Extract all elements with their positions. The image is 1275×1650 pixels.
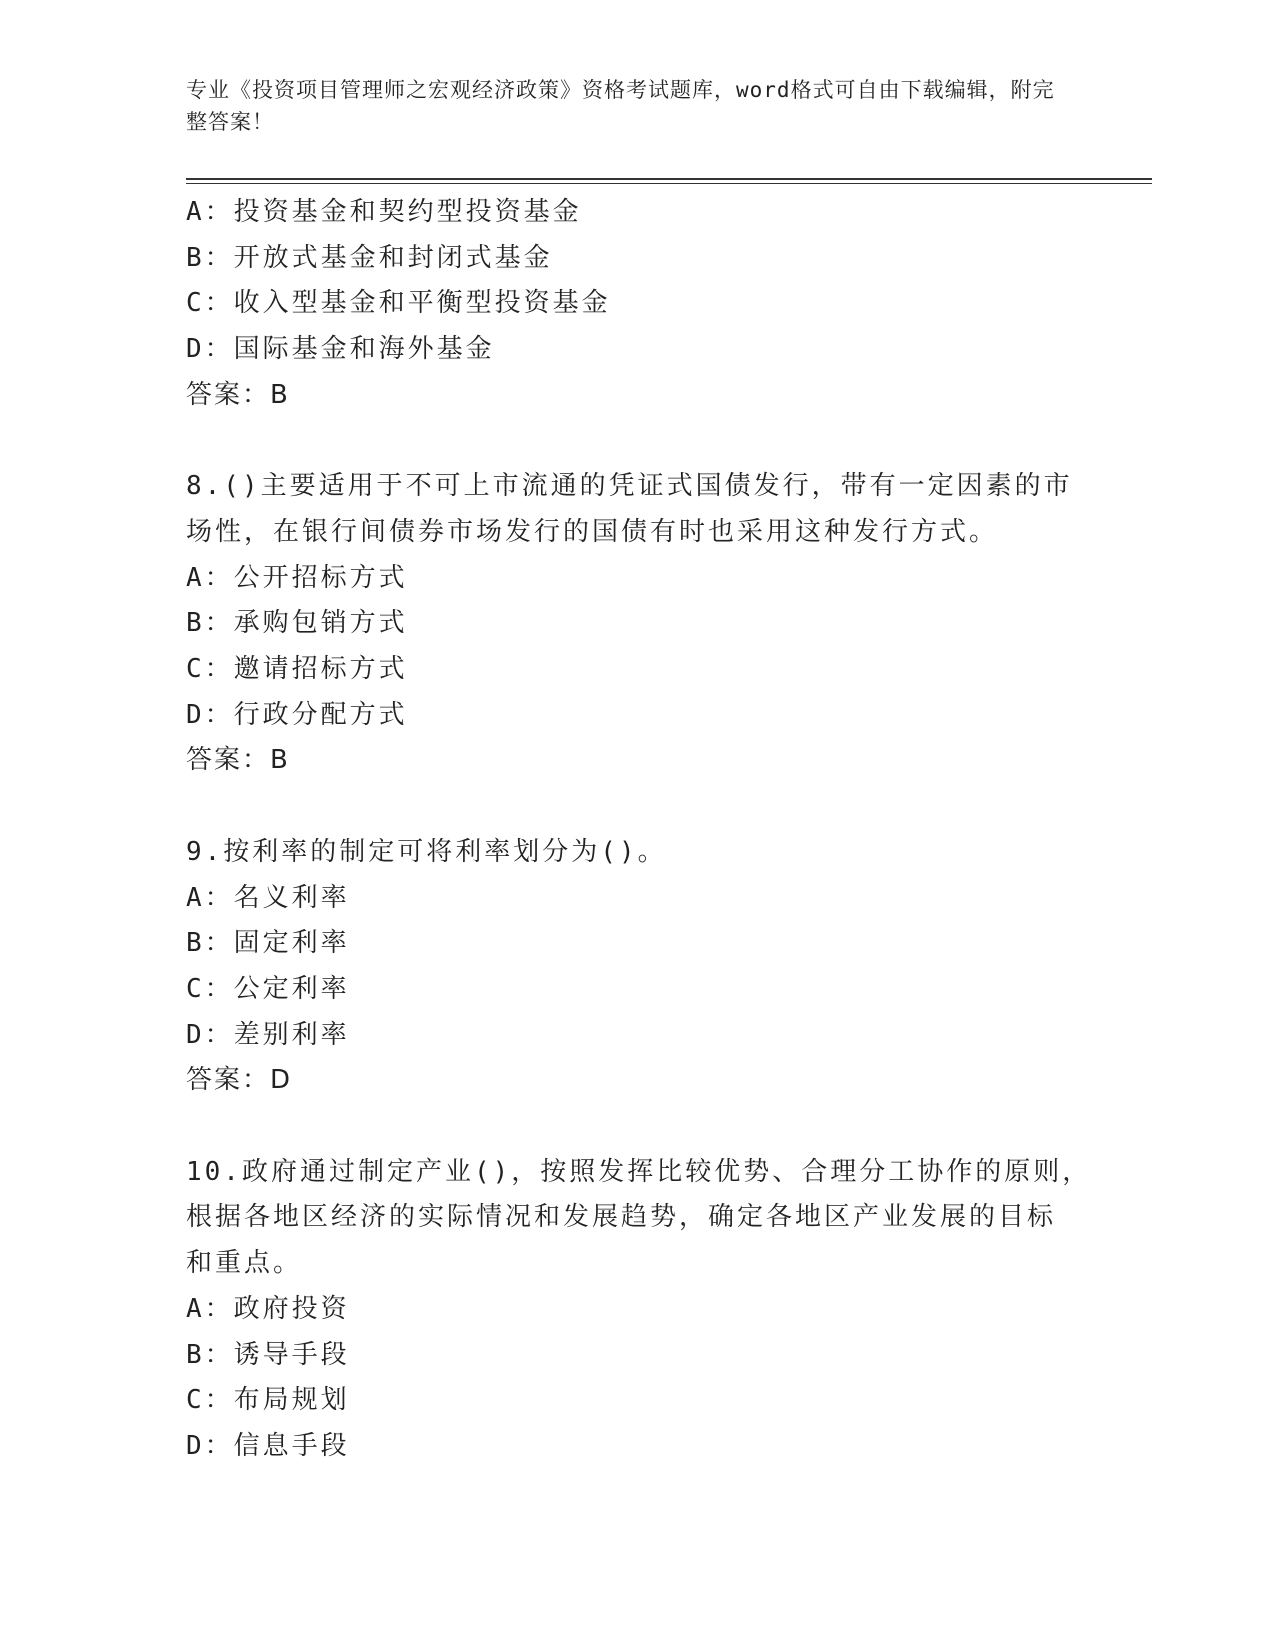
question-stem-line: 场性，在银行间债券市场发行的国债有时也采用这种发行方式。 xyxy=(186,516,999,547)
answer-label: 答案： xyxy=(186,379,271,410)
option-d: D：行政分配方式 xyxy=(186,699,408,730)
answer-line xyxy=(186,1058,1066,1104)
question-stem-line: 和重点。 xyxy=(186,1248,303,1279)
question-10 xyxy=(186,1150,1092,1470)
option-a: A：公开招标方式 xyxy=(186,562,408,593)
answer-label: 答案： xyxy=(186,1065,271,1096)
question-7 xyxy=(186,190,1066,419)
spacer xyxy=(186,419,1066,465)
option-c: C：布局规划 xyxy=(186,1385,350,1416)
header-rule-thick xyxy=(186,178,1152,180)
answer-value: B xyxy=(270,379,290,410)
option-c: C：公定利率 xyxy=(186,973,350,1004)
header-rule-thin xyxy=(186,183,1152,184)
document-header-description: 专业《投资项目管理师之宏观经济政策》资格考试题库，word格式可自由下载编辑，附完整答案！ xyxy=(186,78,1055,134)
answer-value: D xyxy=(270,1065,293,1096)
question-stem-line: 9.按利率的制定可将利率划分为()。 xyxy=(186,836,667,867)
option-d: D：信息手段 xyxy=(186,1430,350,1461)
question-8 xyxy=(186,464,1073,784)
option-c: C：邀请招标方式 xyxy=(186,654,408,685)
option-d: D：国际基金和海外基金 xyxy=(186,334,495,365)
option-b: B：开放式基金和封闭式基金 xyxy=(186,242,553,273)
option-d: D：差别利率 xyxy=(186,1019,350,1050)
question-list xyxy=(186,190,1092,1470)
spacer xyxy=(186,1104,1066,1150)
question-stem-line: 根据各地区经济的实际情况和发展趋势，确定各地区产业发展的目标 xyxy=(186,1202,1057,1233)
option-a: A：投资基金和契约型投资基金 xyxy=(186,197,582,227)
question-stem-line: 8.()主要适用于不可上市流通的凭证式国债发行，带有一定因素的市 xyxy=(186,471,1073,502)
option-b: B：承购包销方式 xyxy=(186,608,408,639)
question-9 xyxy=(186,830,1066,1104)
option-a: A：政府投资 xyxy=(186,1293,350,1324)
answer-line xyxy=(186,738,1066,784)
question-stem-line: 10.政府通过制定产业()，按照发挥比较优势、合理分工协作的原则， xyxy=(186,1156,1092,1187)
answer-line xyxy=(186,373,1066,419)
option-a: A：名义利率 xyxy=(186,882,350,913)
answer-label: 答案： xyxy=(186,745,271,776)
option-c: C：收入型基金和平衡型投资基金 xyxy=(186,288,611,319)
answer-value: B xyxy=(270,745,290,776)
option-b: B：诱导手段 xyxy=(186,1339,350,1370)
spacer xyxy=(186,784,1066,830)
option-b: B：固定利率 xyxy=(186,928,350,959)
